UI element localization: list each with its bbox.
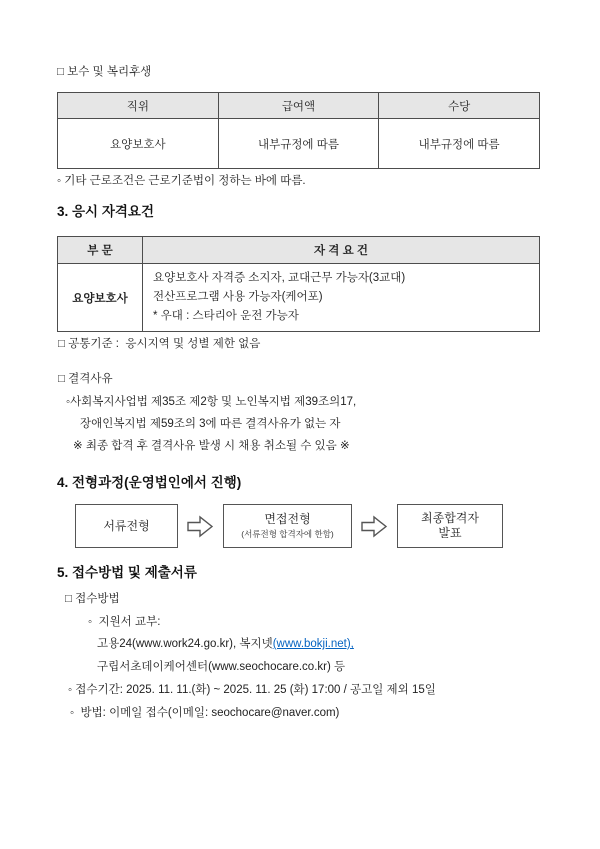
- table-row: [58, 264, 540, 332]
- disqualification-line: ◦사회복지사업법 제35조 제2항 및 노인복지법 제39조의17,: [66, 396, 357, 408]
- flow-step-final-announcement: [397, 504, 503, 548]
- column-header-category: 부 문: [58, 237, 143, 264]
- requirement-line: * 우대 : 스타리아 운전 가능자: [153, 310, 299, 322]
- column-header-allowance: 수당: [379, 93, 540, 119]
- cell-salary: 내부규정에 따름: [218, 119, 379, 169]
- application-method-title: □ 접수방법: [65, 593, 120, 605]
- section-3-heading: 3. 응시 자격요건: [57, 204, 155, 219]
- bokji-net-link[interactable]: (www.bokji.net),: [272, 638, 354, 650]
- flow-step-label: 최종합격자: [421, 511, 479, 525]
- flow-step-label: 면접전형: [264, 512, 311, 526]
- disqualification-title: □ 결격사유: [58, 373, 113, 385]
- section-5-heading: 5. 접수방법 및 제출서류: [57, 565, 197, 580]
- common-criteria-note: □ 공통기준 : 응시지역 및 성별 제한 없음: [58, 338, 261, 350]
- flow-step-label-line2: 발표: [438, 526, 462, 540]
- application-period: ◦ 접수기간: 2025. 11. 11.(화) ~ 2025. 11. 25 (화) 17:00 / 공고일 제외 15일: [68, 684, 436, 696]
- flow-step-interview: [223, 504, 352, 548]
- requirement-line: 전산프로그램 사용 가능자(케어포): [153, 291, 323, 303]
- table-header-row: [58, 237, 540, 264]
- form-sources-line1: [97, 636, 600, 652]
- cell-allowance: 내부규정에 따름: [379, 119, 540, 169]
- table-row: [58, 119, 540, 169]
- column-header-position: 직위: [58, 93, 219, 119]
- flow-arrow-icon: [361, 515, 388, 538]
- column-header-requirements: 자 격 요 건: [143, 237, 540, 264]
- flow-step-sublabel: (서류전형 합격자에 한함): [241, 529, 334, 539]
- requirement-line: 요양보호사 자격증 소지자, 교대근무 가능자(3교대): [153, 272, 406, 284]
- form-sources-line2: 구립서초데이케어센터(www.seochocare.co.kr) 등: [97, 661, 346, 673]
- compensation-section-title: □ 보수 및 복리후생: [57, 66, 152, 78]
- form-source-work24: 고용24(www.work24.go.kr), 복지넷: [97, 638, 273, 650]
- flow-arrow-icon: [187, 515, 214, 538]
- cell-requirements: [143, 264, 540, 332]
- qualification-table: [57, 236, 540, 332]
- section-4-heading: 4. 전형과정(운영법인에서 진행): [57, 475, 242, 490]
- application-how: ◦ 방법: 이메일 접수(이메일: seochocare@naver.com): [70, 707, 340, 719]
- table-header-row: [58, 93, 540, 119]
- selection-process-flow: [75, 504, 600, 548]
- compensation-note: ◦ 기타 근로조건은 근로기준법이 정하는 바에 따름.: [57, 175, 306, 187]
- cell-category: 요양보호사: [58, 264, 143, 332]
- column-header-salary: 급여액: [218, 93, 379, 119]
- cell-position: 요양보호사: [58, 119, 219, 169]
- flow-step-document-screening: [75, 504, 178, 548]
- flow-step-label: 서류전형: [103, 518, 150, 533]
- form-distribution-label: ◦ 지원서 교부:: [88, 616, 161, 628]
- disqualification-warning: ※ 최종 합격 후 결격사유 발생 시 채용 취소될 수 있음 ※: [73, 440, 350, 452]
- compensation-table: [57, 92, 540, 169]
- disqualification-line: 장애인복지법 제59조의 3에 따른 결격사유가 없는 자: [80, 418, 341, 430]
